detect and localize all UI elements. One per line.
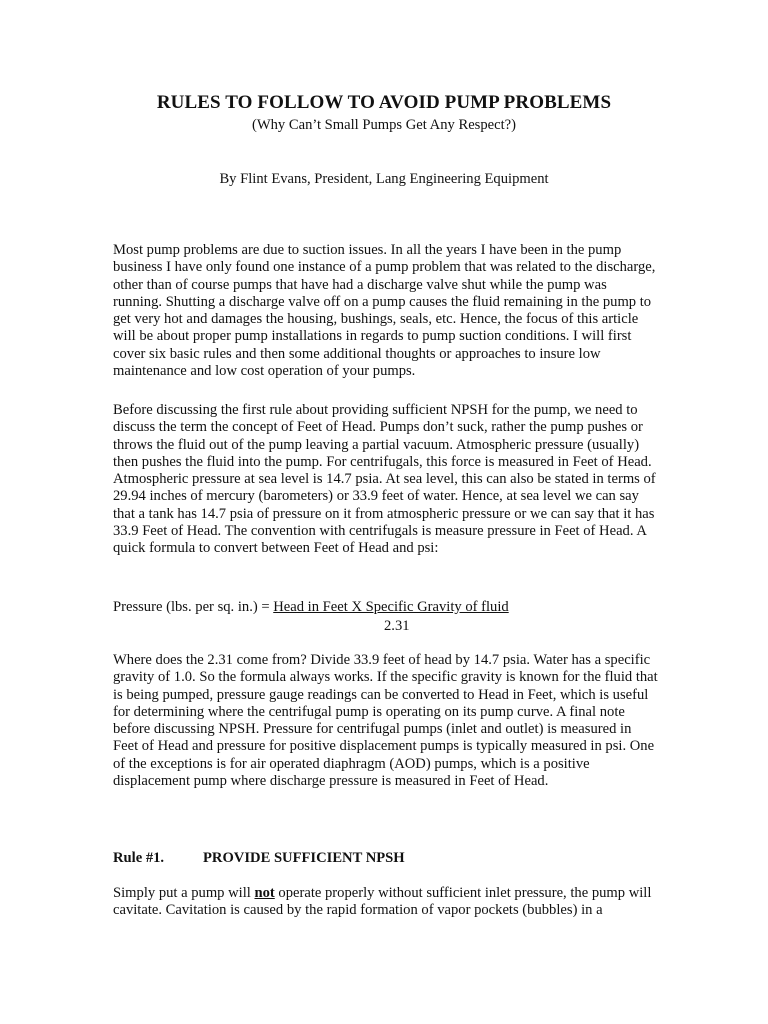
document-subtitle: (Why Can’t Small Pumps Get Any Respect?) — [251, 117, 516, 133]
feet-of-head-paragraph: Before discussing the first rule about providing sufficient NPSH for the pump, we need to discuss the term the concept of Feet of Head. Pumps don’t suck, rather the pump pushes or throws the fluid out of the pump leaving a partial vacuum. Atmospheric pressure (usually) then pushes the fluid into the pump. For centrifugals, this force is measured in Feet of Head. Atmospheric pressure at sea level is 14.7 psia. At sea level, this can also be stated in terms of 29.94 inches of mercury (barometers) or 33.9 feet of water. Hence, at sea level we can say that a tank has 14.7 psia of pressure on it from atmospheric pressure or we can say that it has 33.9 Feet of Head. The convention with centrifugals is measure pressure in Feet of Head. A quick formula to convert between Feet of Head and psi: — [113, 402, 656, 557]
rule-1-title: PROVIDE SUFFICIENT NPSH — [203, 850, 405, 866]
formula-denominator: 2.31 — [384, 618, 410, 634]
author-byline: By Flint Evans, President, Lang Engineering Equipment — [219, 171, 549, 187]
rule-1-emphasis: not — [254, 885, 275, 901]
pressure-formula — [113, 599, 509, 616]
formula-explanation-paragraph: Where does the 2.31 come from? Divide 33.9 feet of head by 14.7 psia. Water has a specific gravity of 1.0. So the formula always works. If the specific gravity is known for the fluid that is being pumped, pressure gauge readings can be converted to Head in Feet, which is useful for determining where the centrifugal pump is operating on its pump curve. A final note before discussing NPSH. Pressure for centrifugal pumps (inlet and outlet) is measured in Feet of Head and pressure for positive displacement pumps is typically measured in psi. One of the exceptions is for air operated diaphragm (AOD) pumps, which is a positive displacement pump where discharge pressure is measured in Feet of Head. — [113, 652, 658, 790]
formula-numerator: Head in Feet X Specific Gravity of fluid — [273, 599, 509, 615]
rule-1-text-before: Simply put a pump will — [113, 885, 255, 901]
rule-1-heading — [113, 850, 405, 867]
formula-lhs: Pressure (lbs. per sq. in.) = — [113, 599, 274, 615]
rule-1-text-after: operate properly without sufficient inlet pressure, the pump will cavitate. Cavitation is caused by the rapid formation of vapor pockets (bubbles) in a — [113, 885, 652, 919]
intro-paragraph: Most pump problems are due to suction issues. In all the years I have been in the pump business I have only found one instance of a pump problem that was related to the discharge, other than of course pumps that have had a discharge valve shut while the pump was running. Shutting a discharge valve off on a pump causes the fluid remaining in the pump to get very hot and damages the housing, bushings, seals, etc. Hence, the focus of this article will be about proper pump installations in regards to pump suction conditions. I will first cover six basic rules and then some additional thoughts or approaches to insure low maintenance and low cost operation of your pumps. — [113, 242, 656, 380]
rule-1-number: Rule #1. — [113, 850, 165, 866]
document-title: RULES TO FOLLOW TO AVOID PUMP PROBLEMS — [156, 92, 612, 113]
rule-1-paragraph — [113, 885, 658, 920]
